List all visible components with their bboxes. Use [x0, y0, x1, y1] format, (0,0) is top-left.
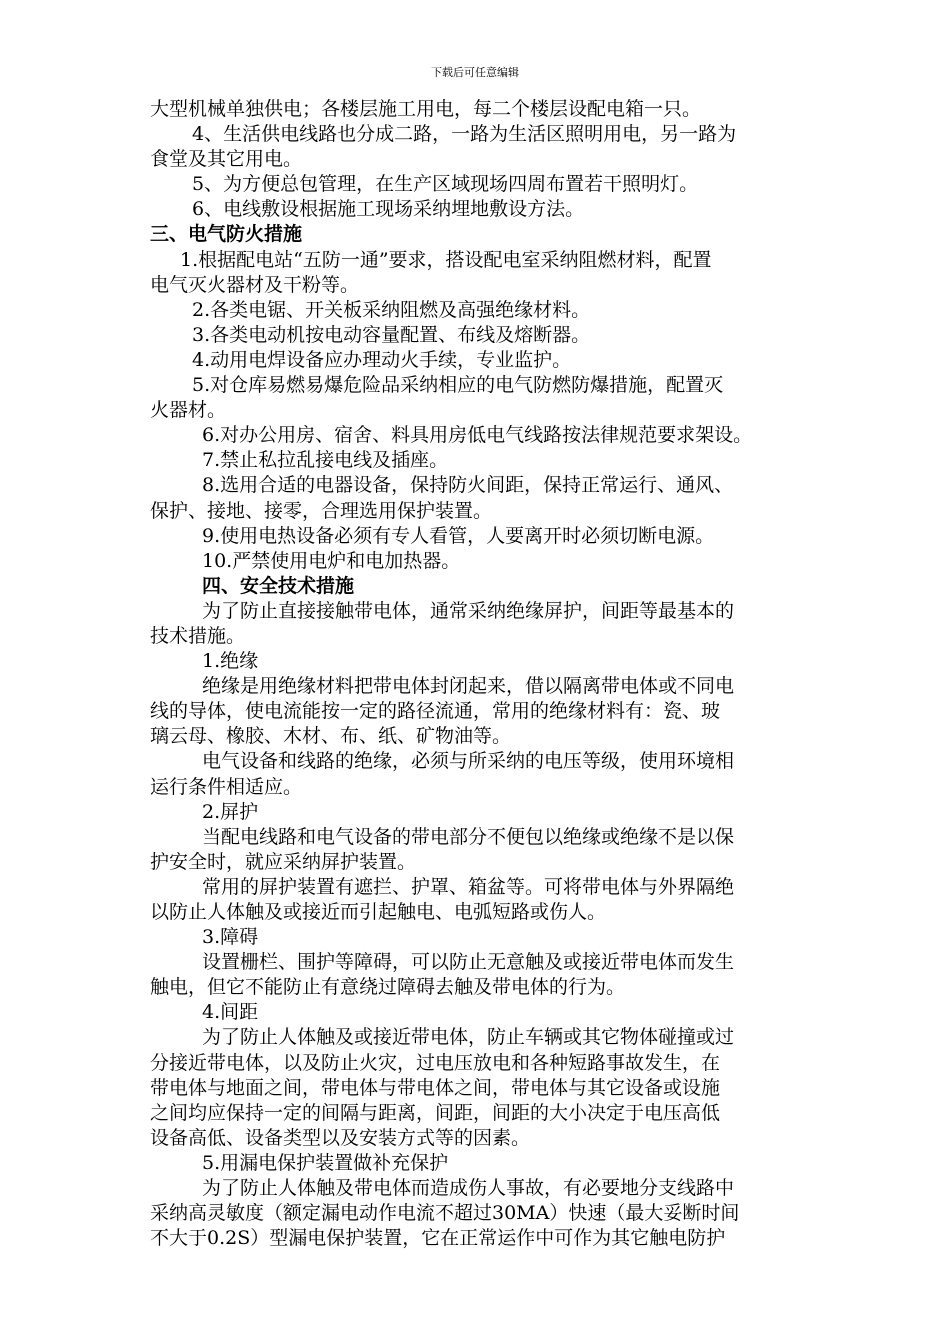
text-line: 绝缘是用绝缘材料把带电体封闭起来，借以隔离带电体或不同电 [202, 675, 735, 698]
text-line: 食堂及其它用电。 [150, 148, 303, 171]
text-line: 触电，但它不能防止有意绕过障碍去触及带电体的行为。 [150, 976, 626, 999]
text-line: 护安全时，就应采纳屏护装置。 [150, 850, 417, 873]
text-line: 电气设备和线路的绝缘，必须与所采纳的电压等级，使用环境相 [202, 750, 735, 773]
text-line: 璃云母、橡胶、木材、布、纸、矿物油等。 [150, 725, 512, 748]
section-heading: 四、安全技术措施 [202, 574, 355, 597]
text-line: 分接近带电体，以及防止火灾，过电压放电和各种短路事故发生，在 [150, 1051, 721, 1074]
text-line: 10.严禁使用电炉和电加热器。 [202, 549, 461, 572]
text-line: 当配电线路和电气设备的带电部分不便包以绝缘或绝缘不是以保 [202, 825, 735, 848]
text-line: 1.绝缘 [202, 650, 259, 673]
text-line: 6.对办公用房、宿舍、料具用房低电气线路按法律规范要求架设。 [202, 424, 753, 447]
text-line: 6、电线敷设根据施工现场采纳埋地敷设方法。 [192, 198, 585, 221]
document-body [150, 97, 840, 1251]
text-line: 采纳高灵敏度（额定漏电动作电流不超过30MA）快速（最大妥断时间 [150, 1202, 740, 1225]
text-line: 2.屏护 [202, 800, 259, 823]
text-line: 带电体与地面之间，带电体与带电体之间，带电体与其它设备或设施 [150, 1076, 721, 1099]
text-line: 运行条件相适应。 [150, 775, 303, 798]
text-line: 5.对仓库易燃易爆危险品采纳相应的电气防燃防爆措施，配置灭 [192, 374, 724, 397]
text-line: 3.障碍 [202, 926, 259, 949]
text-line: 之间均应保持一定的间隔与距离，间距，间距的大小决定于电压高低 [150, 1101, 721, 1124]
text-line: 保护、接地、接零，合理选用保护装置。 [150, 499, 493, 522]
text-line: 为了防止人体触及带电体而造成伤人事故，有必要地分支线路中 [202, 1177, 735, 1200]
text-line: 设置栅栏、围护等障碍，可以防止无意触及或接近带电体而发生 [202, 951, 735, 974]
text-line: 大型机械单独供电；各楼层施工用电，每二个楼层设配电箱一只。 [150, 98, 702, 120]
text-line: 为了防止人体触及或接近带电体，防止车辆或其它物体碰撞或过 [202, 1026, 735, 1049]
page-header: 下载后可任意编辑 [431, 66, 519, 79]
text-line: 3.各类电动机按电动容量配置、布线及熔断器。 [192, 323, 591, 346]
text-line: 线的导体，使电流能按一定的路径流通，常用的绝缘材料有：瓷、玻 [150, 700, 721, 723]
text-line: 技术措施。 [150, 624, 246, 647]
text-line: 火器材。 [150, 399, 227, 422]
text-line: 5.用漏电保护装置做补充保护 [202, 1151, 449, 1174]
text-line: 7.禁止私拉乱接电线及插座。 [202, 449, 449, 472]
text-line: 电气灭火器材及干粉等。 [150, 273, 360, 296]
text-line: 4.动用电焊设备应办理动火手续，专业监护。 [192, 348, 572, 371]
text-line: 设备高低、设备类型以及安装方式等的因素。 [150, 1126, 531, 1149]
text-line: 8.选用合适的电器设备，保持防火间距，保持正常运行、通风、 [202, 474, 734, 497]
text-line: 以防止人体触及或接近而引起触电、电弧短路或伤人。 [150, 901, 607, 923]
text-line: 2.各类电锯、开关板采纳阻燃及高强绝缘材料。 [192, 298, 591, 321]
text-line: 不大于0.2S）型漏电保护装置，它在正常运作中可作为其它触电防护 [150, 1227, 726, 1250]
text-line: 4.间距 [202, 1001, 259, 1024]
text-line: 5、为方便总包管理，在生产区域现场四周布置若干照明灯。 [192, 173, 699, 196]
section-heading: 三、电气防火措施 [150, 223, 303, 246]
text-line: 1.根据配电站“五防一通”要求，搭设配电室采纳阻燃材料，配置 [180, 248, 712, 271]
text-line: 9.使用电热设备必须有专人看管，人要离开时必须切断电源。 [202, 524, 715, 547]
text-line: 常用的屏护装置有遮拦、护罩、箱盆等。可将带电体与外界隔绝 [202, 875, 735, 898]
text-line: 4、生活供电线路也分成二路，一路为生活区照明用电，另一路为 [192, 123, 737, 146]
text-line: 为了防止直接接触带电体，通常采纳绝缘屏护，间距等最基本的 [202, 599, 735, 622]
